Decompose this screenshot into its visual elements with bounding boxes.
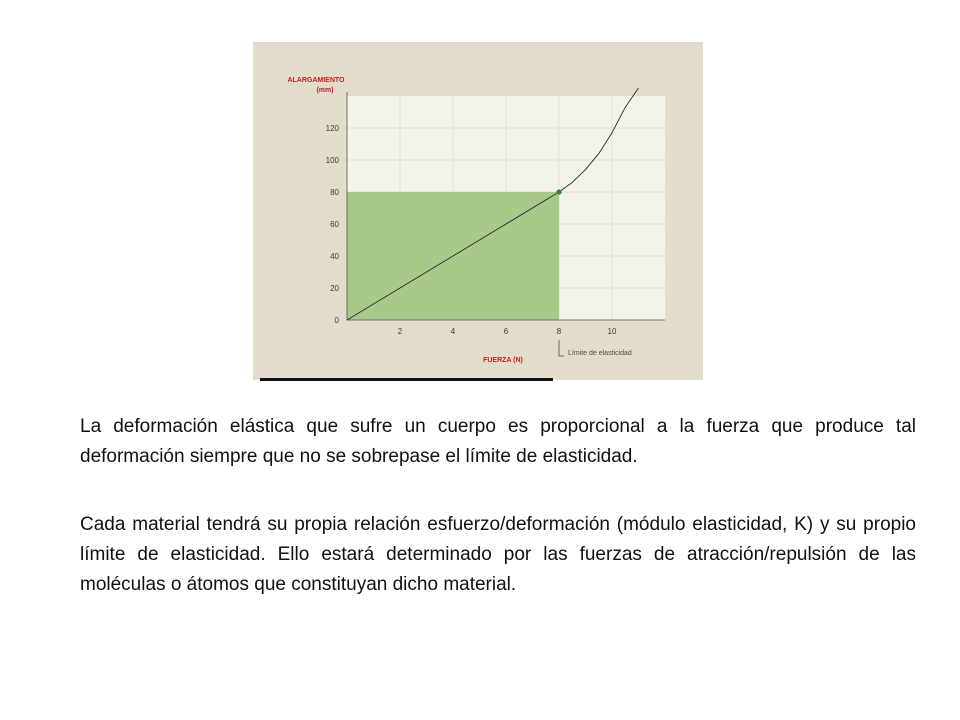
x-tick-label: 6 — [503, 327, 509, 336]
x-tick-label: 10 — [607, 327, 617, 336]
elastic-limit-bracket — [559, 340, 564, 356]
y-tick-label: 80 — [330, 188, 339, 197]
y-tick-label: 120 — [325, 124, 339, 133]
x-tick-label: 8 — [556, 327, 562, 336]
paragraph-2: Cada material tendrá su propia relación esfuerzo/deformación (módulo elasticidad, K) y su propio límite de elasticidad. Ello estará determinado por las fuerzas de atracción/repulsión de las moléculas o átomos que constituyan dicho material. — [80, 514, 916, 595]
x-tick-label: 4 — [450, 327, 456, 336]
x-axis-title: FUERZA (N) — [483, 357, 523, 364]
y-tick-label: 100 — [325, 156, 339, 165]
y-tick-label: 20 — [330, 284, 339, 293]
y-axis-unit: (mm) — [316, 87, 334, 94]
elastic-limit-marker — [556, 189, 561, 194]
y-tick-label: 40 — [330, 252, 339, 261]
chart-svg — [253, 42, 703, 380]
y-tick-label: 60 — [330, 220, 339, 229]
chart-figure — [253, 42, 703, 380]
figure-underline — [260, 378, 553, 381]
x-tick-label: 2 — [397, 327, 403, 336]
paragraph-1: La deformación elástica que sufre un cuerpo es proporcional a la fuerza que produce tal deformación siempre que no se sobrepase el límite de elasticidad. — [80, 416, 916, 467]
y-axis-title: ALARGAMIENTO — [287, 77, 345, 84]
elastic-limit-note: Límite de elasticidad — [568, 350, 632, 357]
y-tick-label: 0 — [334, 316, 339, 325]
